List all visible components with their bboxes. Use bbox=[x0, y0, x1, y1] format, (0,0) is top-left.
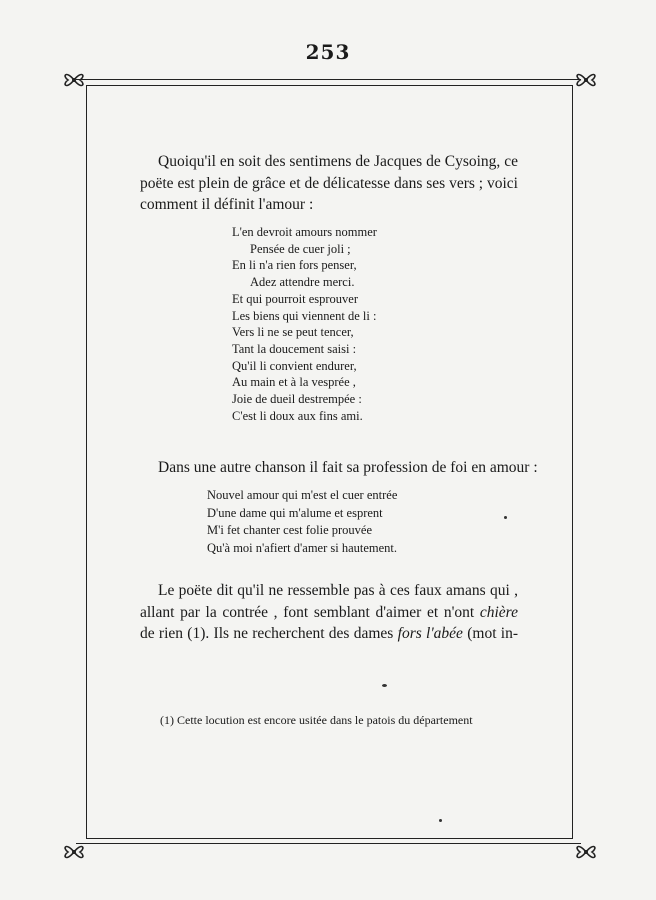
corner-ornament-icon bbox=[60, 838, 88, 866]
verse-line: M'i fet chanter cest folie prouvée bbox=[207, 523, 373, 537]
footnote: (1) Cette locution est encore usitée dans le patois du département bbox=[160, 713, 473, 727]
verse-line: Tant la doucement saisi : bbox=[232, 341, 357, 356]
ink-speck bbox=[439, 819, 442, 822]
verse-line: D'une dame qui m'alume et esprent bbox=[207, 505, 383, 520]
verse-line: Au main et à la vesprée , bbox=[232, 375, 356, 390]
poem-1 bbox=[232, 224, 377, 424]
italic-word: fors l'abée bbox=[397, 625, 463, 642]
paragraph-2: Dans une autre chanson il fait sa profession de foi en amour : bbox=[158, 459, 538, 476]
verse-line: Nouvel amour qui m'est el cuer entrée bbox=[207, 488, 398, 502]
paragraph-3 bbox=[140, 580, 518, 645]
verse-line: L'en devroit amours nommer bbox=[232, 225, 377, 239]
ink-speck bbox=[504, 516, 507, 519]
verse-line: Et qui pourroit esprouver bbox=[232, 291, 359, 306]
poem-2 bbox=[207, 487, 397, 557]
italic-word: chière bbox=[479, 603, 518, 621]
verse-line: Pensée de cuer joli ; bbox=[250, 241, 351, 256]
paragraph-line: Quoiqu'il en soit des sentimens de Jacques de Cysoing, ce bbox=[158, 153, 518, 170]
verse-line: Qu'il li convient endurer, bbox=[232, 358, 357, 373]
paragraph-line bbox=[140, 623, 518, 645]
corner-ornament-icon bbox=[572, 838, 600, 866]
top-rule bbox=[76, 79, 581, 80]
text-run: (mot in- bbox=[462, 625, 519, 642]
paragraph-1 bbox=[140, 151, 518, 216]
corner-ornament-icon bbox=[572, 66, 600, 94]
paragraph-line: comment il définit l'amour : bbox=[140, 196, 314, 213]
verse-line: Vers li ne se peut tencer, bbox=[232, 325, 354, 340]
verse-line: Les biens qui viennent de li : bbox=[232, 308, 377, 323]
verse-line: Adez attendre merci. bbox=[250, 275, 355, 290]
text-run: allant par la contrée , font semblant d'aimer et n'ont bbox=[140, 603, 480, 621]
ink-speck bbox=[382, 684, 387, 687]
verse-line: Qu'à moi n'afiert d'amer si hautement. bbox=[207, 540, 398, 555]
paragraph-line bbox=[140, 602, 518, 624]
bottom-rule bbox=[76, 843, 581, 844]
verse-line: En li n'a rien fors penser, bbox=[232, 258, 357, 273]
page-number: 253 bbox=[305, 40, 351, 64]
verse-line: C'est li doux aux fins ami. bbox=[232, 408, 363, 423]
paragraph-line: Le poëte dit qu'il ne ressemble pas à ces faux amans qui , bbox=[158, 582, 518, 599]
text-run: de rien (1). Ils ne recherchent des dames bbox=[140, 625, 398, 642]
corner-ornament-icon bbox=[60, 66, 88, 94]
verse-line: Joie de dueil destrempée : bbox=[232, 392, 362, 407]
paragraph-line: poëte est plein de grâce et de délicatesse dans ses vers ; voici bbox=[140, 174, 518, 192]
